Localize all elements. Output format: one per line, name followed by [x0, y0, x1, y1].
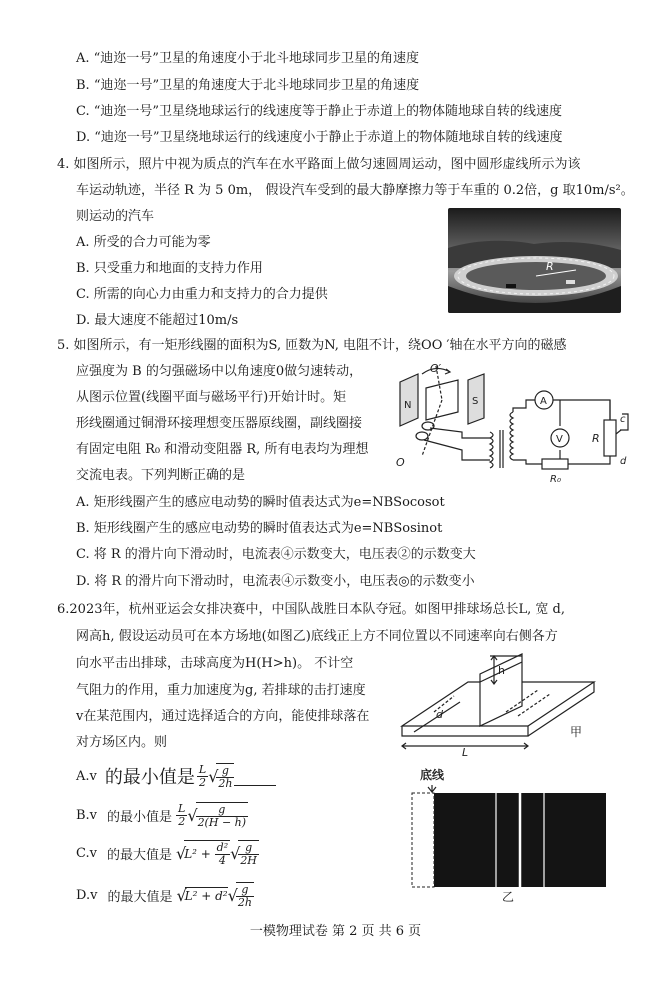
q5-stem-line4: 形线圈通过铜滑环接理想变压器原线圈，副线圈接 — [76, 416, 363, 431]
fig-jia-d-label: d — [436, 708, 443, 721]
q6-option-b-formula: $\frac{L}{2}$ — [178, 801, 186, 828]
q5-option-d: D. 将 R 的滑片向下滑动时，电流表④示数变小，电压表◎的示数变小 — [76, 574, 475, 589]
q6-stem-line1: 6.2023年，杭州亚运会女排决赛中，中国队战胜日本队夺冠。如图甲排球场总长L, 宽 d, — [57, 602, 565, 617]
q6-option-b-text: 的最小值是 — [107, 809, 173, 825]
q6-option-a: A.v 的最小值是 $\frac{L}{2}$ √ $\frac{g}{2h}$ — [76, 762, 276, 790]
q4-option-c: C. 所需的向心力由重力和支持力的合力提供 — [76, 287, 328, 302]
q5-stem-line6: 交流电表。下列判断正确的是 — [76, 468, 246, 483]
magnet-n-label: N — [404, 400, 412, 411]
q5-option-a: A. 矩形线圈产生的感应电动势的瞬时值表达式为e=NBSocosot — [76, 495, 445, 510]
q6-option-a-prefix: A.v — [76, 768, 97, 784]
fig-yi-caption: 乙 — [502, 890, 515, 904]
q4-stem-line1: 4. 如图所示，照片中视为质点的汽车在水平路面上做匀速圆周运动，图中圆形虚线所示为该 — [57, 157, 581, 172]
car-circular-road-photo — [448, 208, 621, 313]
fig-jia-L-label: L — [462, 746, 469, 756]
q6-stem-line6: 对方场区内。则 — [76, 735, 168, 750]
magnet-s-label: S — [472, 396, 479, 407]
q4-stem-line2: 车运动轨迹，半径 R 为 5 0m， 假设汽车受到的最大静摩擦力等于车重的 0.2倍，g 取10m/s²。 — [76, 183, 634, 198]
q6-option-d-text: 的最大值是 — [107, 889, 173, 905]
q3-option-b: B. “迪迩一号”卫星的角速度大于北斗地球同步卫星的角速度 — [76, 78, 420, 93]
q6-option-b: B.v 的最小值是 $\frac{L}{2}$ √ $\frac{g}{2(H - h)}$ — [76, 801, 247, 829]
q6-option-a-underline — [234, 767, 276, 786]
fig-jia-h-label: h — [498, 664, 505, 677]
q6-option-d-formula: √ — [176, 885, 187, 905]
page-footer: 一模物理试卷 第 2 页 共 6 页 — [249, 924, 422, 939]
q5-stem-line2: 应强度为 B 的匀强磁场中以角速度0做匀速转动， — [76, 364, 363, 379]
q6-option-a-text: 的最小值是 — [104, 767, 195, 788]
q3-option-a: A. “迪迩一号”卫星的角速度小于北斗地球同步卫星的角速度 — [76, 51, 419, 66]
q5-option-c: C. 将 R 的滑片向下滑动时，电流表④示数变大，电压表②的示数变大 — [76, 547, 476, 562]
axis-o-prime-label: O′ — [430, 362, 442, 375]
q4-option-a: A. 所受的合力可能为零 — [76, 235, 211, 250]
fig-yi-baseline-label: 底线 — [420, 768, 445, 782]
q6-stem-line5: v在某范围内，通过选择适合的方向，能使排球落在 — [76, 709, 370, 724]
photo-radius-label: R — [546, 260, 554, 273]
q6-option-c-formula: √ — [175, 843, 187, 863]
court-figure-jia — [398, 652, 606, 756]
q6-stem-line3: 向水平击出排球，击球高度为H(H>h)。 不计空 — [76, 656, 354, 671]
q5-option-b: B. 矩形线圈产生的感应电动势的瞬时值表达式为e=NBSosinot — [76, 521, 443, 536]
q4-option-d: D. 最大速度不能超过10m/s — [76, 313, 239, 328]
q5-stem-line5: 有固定电阻 R₀ 和滑动变阻器 R, 所有电表均为理想 — [76, 442, 369, 457]
terminal-d-label: d — [620, 456, 627, 467]
ammeter-label: A — [540, 396, 547, 407]
q6-option-d: D.v 的最大值是 √ L² + d² √ $\frac{g}{2h}$ — [76, 882, 252, 909]
q5-stem-line1: 5. 如图所示，有一矩形线圈的面积为S, 匝数为N, 电阻不计，绕OO ′轴在水平方向的磁感 — [57, 338, 567, 353]
q6-option-c-text: 的最大值是 — [106, 847, 172, 863]
q6-stem-line4: 气阻力的作用，重力加速度为g, 若排球的击打速度 — [76, 683, 366, 698]
q6-option-c-prefix: C.v — [76, 845, 97, 861]
terminal-c-label: c — [620, 414, 626, 425]
q6-option-d-prefix: D.v — [76, 887, 98, 903]
generator-transformer-diagram — [392, 360, 632, 485]
court-figure-yi — [408, 765, 608, 905]
axis-o-label: O — [396, 456, 405, 469]
rheostat-r-label: R — [592, 432, 600, 445]
q6-option-c: C.v 的最大值是 √ L² + $\frac{\text{d²}}{4}$ √ $\frac{g}{2H}$ — [76, 840, 257, 867]
q4-stem-line3: 则运动的汽车 — [76, 209, 155, 224]
q3-option-d: D. “迪迩一号”卫星绕地球运行的线速度小于静止于赤道上的物体随地球自转的线速度 — [76, 130, 563, 145]
q6-option-a-formula: $\frac{L}{2}$ — [198, 762, 207, 789]
q5-stem-line3: 从图示位置(线圈平面与磁场平行)开始计时。矩 — [76, 390, 347, 405]
resistor-r0-label: R₀ — [550, 474, 561, 485]
q3-option-c: C. “迪迩一号”卫星绕地球运行的线速度等于静止于赤道上的物体随地球自转的线速度 — [76, 104, 563, 119]
voltmeter-label: V — [556, 434, 563, 445]
fig-jia-caption: 甲 — [570, 725, 583, 739]
q6-option-b-prefix: B.v — [76, 807, 98, 823]
q6-stem-line2: 网高h, 假设运动员可在本方场地(如图乙)底线正上方不同位置以不同速率向右侧各方 — [76, 629, 558, 644]
q4-option-b: B. 只受重力和地面的支持力作用 — [76, 261, 263, 276]
